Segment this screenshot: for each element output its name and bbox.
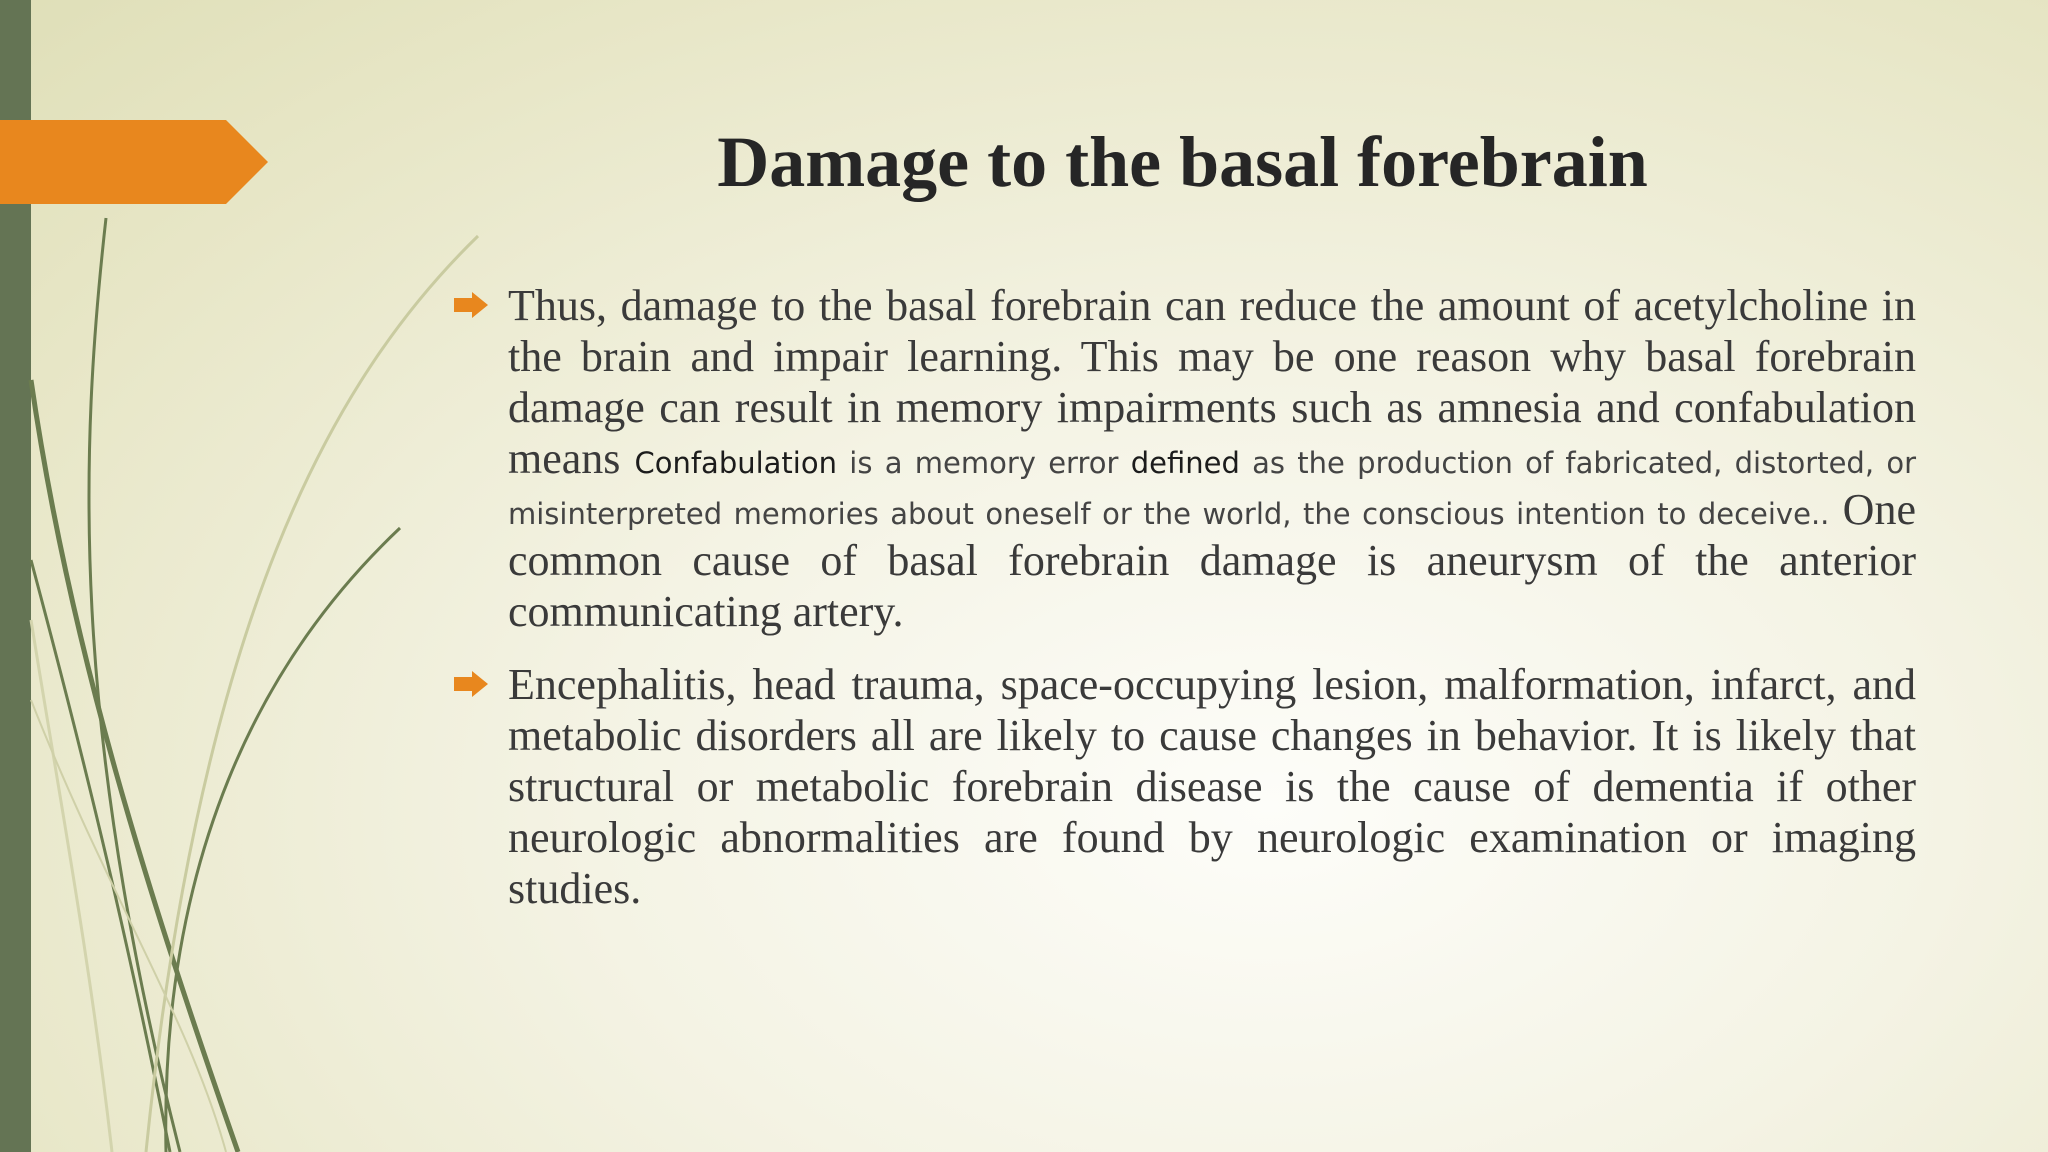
- bullet-item: [454, 659, 1916, 914]
- confabulation-term: Confabulation: [634, 446, 837, 480]
- confabulation-definition-rest: as the production of fabricated, distorted, or misinterpreted memories about oneself or the world, the conscious intention to deceive..: [508, 446, 1917, 531]
- arrow-bullet-icon: [454, 292, 488, 318]
- slide-content: [454, 280, 1916, 936]
- confabulation-definition-part: is a memory error: [837, 446, 1131, 480]
- arrow-bullet-icon: [454, 671, 488, 697]
- slide-title: Damage to the basal forebrain: [717, 122, 1648, 202]
- bullet-text-tail: One common cause of basal forebrain damage is aneurysm of the anterior communicating artery.: [508, 485, 1916, 636]
- orange-arrow-tab: [0, 120, 268, 204]
- bullet-item: [454, 280, 1916, 637]
- bullet-text-lead: Thus, damage to the basal forebrain can reduce the amount of acetylcholine in the brain and impair learning. This may be one reason why basal forebrain damage can result in memory impairments such as amnesia and confabulation means: [508, 281, 1916, 483]
- defined-term: defined: [1130, 446, 1240, 480]
- bullet-text: Encephalitis, head trauma, space-occupying lesion, malformation, infarct, and metabolic disorders all are likely to cause changes in behavior. It is likely that structural or metabolic forebrain disease is the cause of dementia if other neurologic abnormalities are found by neurologic examination or imaging studies.: [508, 660, 1916, 913]
